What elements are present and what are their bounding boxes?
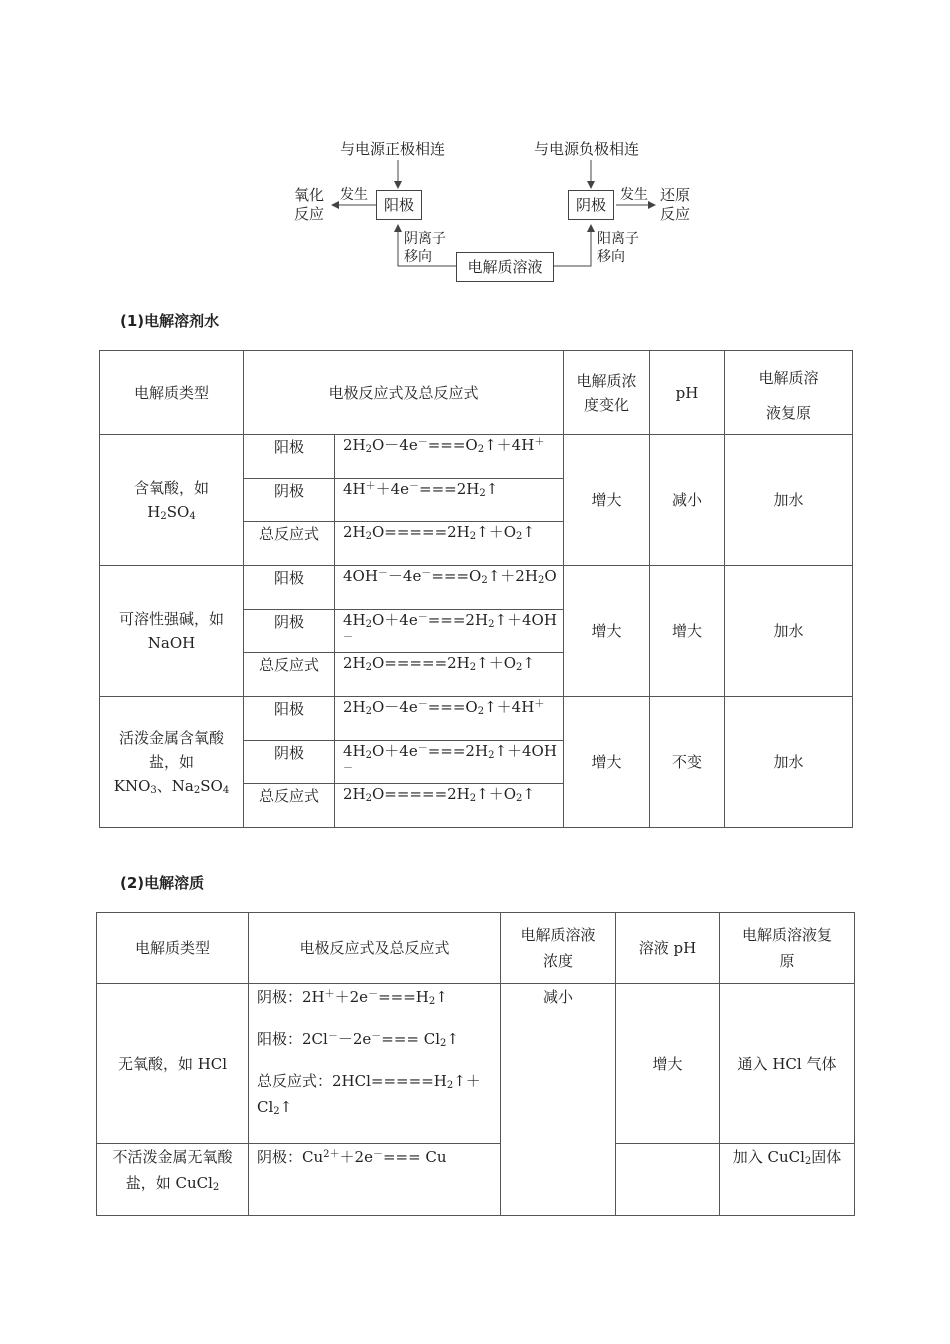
header-restore <box>720 913 855 984</box>
restore-cell: 加入 CuCl$_2$固体 <box>720 1144 855 1216</box>
anode-box: 阳极 <box>376 190 422 220</box>
electrode-label: 阴极 <box>244 479 335 522</box>
header-reaction: 电极反应式及总反应式 <box>249 913 501 984</box>
reduction-label-1: 还原 <box>660 186 691 204</box>
type-line2: $H_2SO_4$ <box>147 503 196 522</box>
table-row <box>97 1144 855 1216</box>
ph-cell: 减小 <box>650 435 725 566</box>
table-row <box>97 984 855 1144</box>
type-cell <box>97 1144 249 1216</box>
anode-equation: 阳极：$2Cl^--2e^-=== Cl_2↑$ <box>257 1030 459 1049</box>
table-row <box>100 566 853 610</box>
section1-title: (1)电解溶剂水 <box>120 312 220 330</box>
header-concentration-line2: 度变化 <box>584 395 630 414</box>
type-line1: 可溶性强碱，如 <box>118 610 224 628</box>
cation-label-1: 阳离子 <box>597 231 639 247</box>
type-line1: 不活泼金属无氧酸 <box>112 1148 233 1166</box>
header-reaction: 电极反应式及总反应式 <box>244 351 564 435</box>
cathode-equation: $4H_2O+4e^-===2H_2↑+4OH^-$ <box>335 741 564 784</box>
type-line2: NaOH <box>147 634 196 652</box>
type-cell <box>100 697 244 828</box>
header-restore-line1: 电解质溶液复 <box>741 926 832 944</box>
cathode-equation: $4H^++4e^-===2H_2↑$ <box>335 479 564 522</box>
table-row <box>100 697 853 741</box>
header-concentration-line2: 浓度 <box>542 952 573 970</box>
section2-title: (2)电解溶质 <box>120 874 205 892</box>
equations-cell <box>249 984 501 1144</box>
type-line1: 含氧酸，如 <box>133 479 209 497</box>
header-restore-line2: 原 <box>779 952 795 970</box>
electrode-label: 总反应式 <box>244 522 335 566</box>
header-concentration-line1: 电解质浓 <box>576 371 637 390</box>
table-row <box>100 435 853 479</box>
type-line1: 活泼金属含氧酸 <box>118 729 224 747</box>
electrode-label: 阴极 <box>244 610 335 653</box>
restore-cell: 加水 <box>725 697 853 828</box>
anode-equation: $2H_2O-4e^-===O_2↑+4H^+$ <box>335 697 564 741</box>
table-electrolysis-solute <box>96 912 855 1216</box>
anion-label-1: 阴离子 <box>404 231 446 247</box>
type-cell: 无氧酸，如 HCl <box>97 984 249 1144</box>
concentration-cell: 增大 <box>564 566 650 697</box>
cation-label-2: 移向 <box>597 249 625 265</box>
left-occurs-label: 发生 <box>340 187 368 203</box>
electrode-label: 阳极 <box>244 697 335 741</box>
total-equation: $2H_2O=====2H_2↑+O_2↑$ <box>335 653 564 697</box>
total-equation: 总反应式：$2HCl=====H_2↑+$ $Cl_2↑$ <box>257 1072 481 1117</box>
solution-box: 电解质溶液 <box>456 252 554 282</box>
right-occurs-label: 发生 <box>620 187 648 203</box>
header-type: 电解质类型 <box>97 913 249 984</box>
anode-source-label: 与电源正极相连 <box>340 140 446 158</box>
total-equation: $2H_2O=====2H_2↑+O_2↑$ <box>335 522 564 566</box>
oxidation-label-1: 氧化 <box>294 186 325 204</box>
header-restore-line1: 电解质溶 <box>758 368 819 387</box>
electrode-label: 阳极 <box>244 566 335 610</box>
oxidation-label-2: 反应 <box>294 205 325 223</box>
header-restore <box>725 351 853 435</box>
ph-cell <box>616 1144 720 1216</box>
restore-cell: 加水 <box>725 435 853 566</box>
electrode-label: 总反应式 <box>244 784 335 828</box>
reduction-label-2: 反应 <box>660 205 691 223</box>
type-line2: 盐，如 CuCl$_2$ <box>125 1174 220 1193</box>
electrode-label: 阳极 <box>244 435 335 479</box>
restore-cell: 通入 HCl 气体 <box>720 984 855 1144</box>
anion-label-2: 移向 <box>404 249 432 265</box>
header-type: 电解质类型 <box>100 351 244 435</box>
concentration-cell: 增大 <box>564 435 650 566</box>
cathode-box: 阴极 <box>568 190 614 220</box>
header-ph: pH <box>650 351 725 435</box>
electrode-label: 阴极 <box>244 741 335 784</box>
type-cell <box>100 566 244 697</box>
header-concentration <box>501 913 616 984</box>
concentration-cell: 增大 <box>564 697 650 828</box>
anode-equation: $4OH^--4e^-===O_2↑+2H_2O$ <box>335 566 564 610</box>
header-concentration <box>564 351 650 435</box>
header-restore-line2: 液复原 <box>766 403 812 422</box>
table-header-row <box>97 913 855 984</box>
header-concentration-line1: 电解质溶液 <box>520 926 596 944</box>
anode-equation: $2H_2O-4e^-===O_2↑+4H^+$ <box>335 435 564 479</box>
type-line3: $KNO_3$、$Na_2SO_4$ <box>113 777 230 796</box>
ph-cell: 不变 <box>650 697 725 828</box>
ph-cell: 增大 <box>616 984 720 1144</box>
ph-cell: 增大 <box>650 566 725 697</box>
cathode-source-label: 与电源负极相连 <box>534 140 640 158</box>
header-ph: 溶液 pH <box>616 913 720 984</box>
electrolysis-diagram <box>280 130 700 290</box>
total-equation: $2H_2O=====2H_2↑+O_2↑$ <box>335 784 564 828</box>
cathode-equation: 阴极：$Cu^{2+}+2e^-=== Cu$ <box>249 1144 501 1216</box>
concentration-cell: 减小 <box>501 984 616 1216</box>
table-electrolysis-water <box>99 350 853 828</box>
cathode-equation: $4H_2O+4e^-===2H_2↑+4OH^-$ <box>335 610 564 653</box>
type-cell <box>100 435 244 566</box>
restore-cell: 加水 <box>725 566 853 697</box>
cathode-equation: 阴极：$2H^++2e^-===H_2↑$ <box>257 988 448 1007</box>
type-line2: 盐，如 <box>148 753 194 771</box>
table-header-row <box>100 351 853 435</box>
electrode-label: 总反应式 <box>244 653 335 697</box>
